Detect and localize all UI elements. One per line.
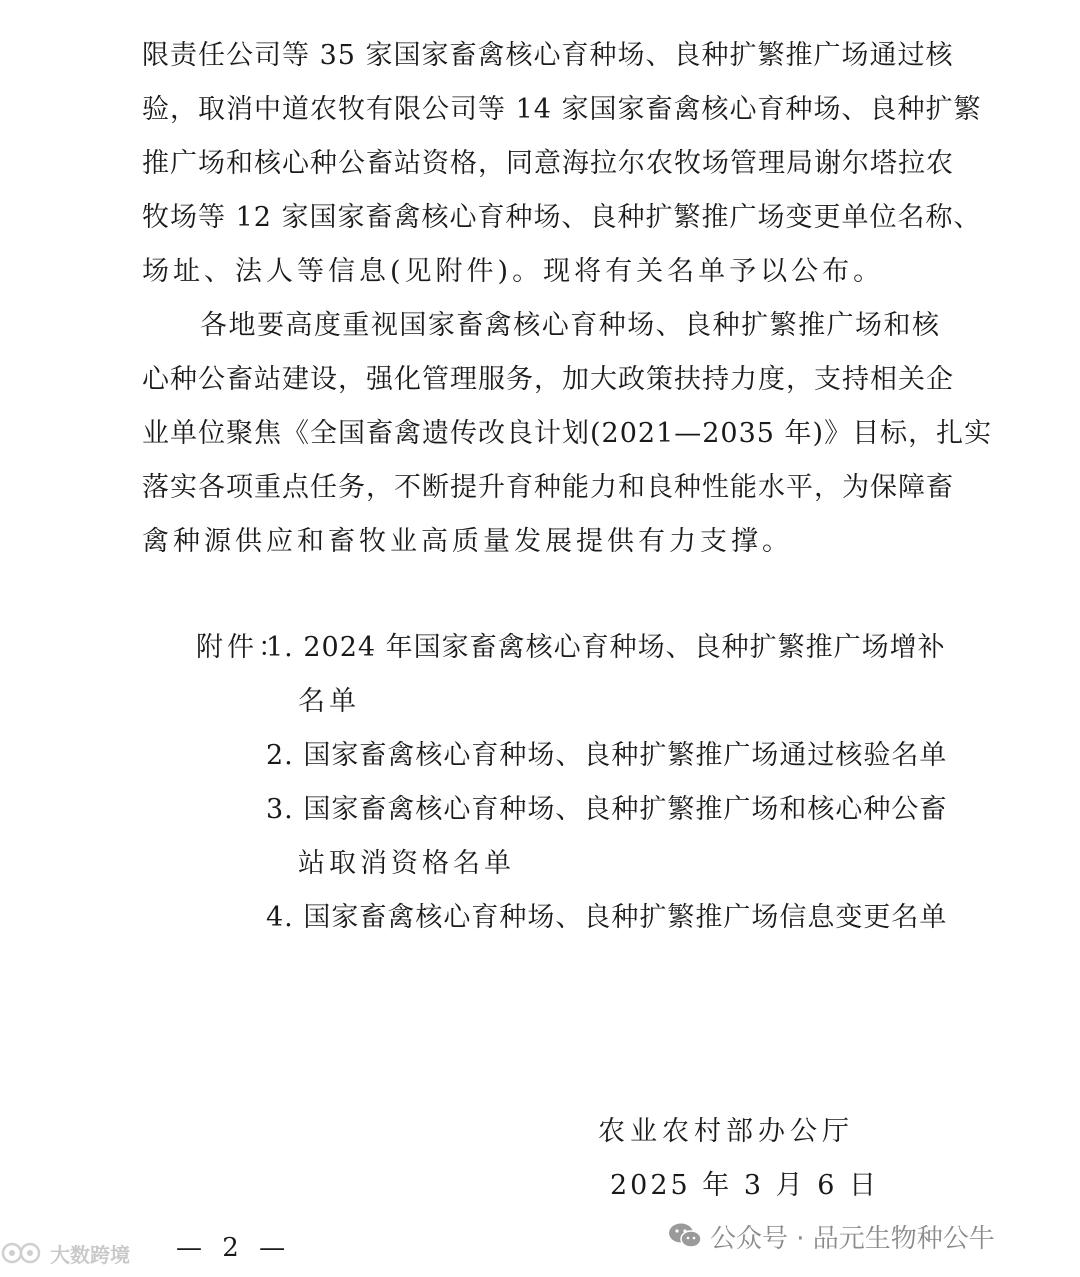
paragraph1-line-1: 限责任公司等 35 家国家畜禽核心育种场、良种扩繁推广场通过核	[142, 40, 954, 71]
wechat-icon	[668, 1222, 702, 1250]
paragraph2-line-2: 心种公畜站建设，强化管理服务，加大政策扶持力度，支持相关企	[142, 364, 954, 395]
attachment-item-4: 4. 国家畜禽核心育种场、良种扩繁推广场信息变更名单	[266, 902, 948, 933]
wechat-watermark	[668, 1216, 995, 1256]
wechat-watermark-text: 公众号 · 品元生物种公牛	[710, 1223, 995, 1254]
paragraph2-line-3: 业单位聚焦《全国畜禽遗传改良计划(2021—2035 年)》目标，扎实	[142, 418, 993, 449]
paragraph1-line-5: 场址、法人等信息(见附件)。现将有关名单予以公布。	[142, 256, 885, 287]
issue-date: 2025 年 3 月 6 日	[610, 1170, 879, 1201]
attachment-item-1: 1. 2024 年国家畜禽核心育种场、良种扩繁推广场增补	[266, 632, 946, 663]
weibo-icon	[0, 1240, 46, 1266]
weibo-watermark	[0, 1236, 130, 1270]
page-number: — 2 —	[176, 1233, 292, 1263]
issuer-name: 农业农村部办公厅	[598, 1116, 854, 1147]
weibo-watermark-text: 大数跨境	[50, 1242, 130, 1267]
attachment-item-3: 3. 国家畜禽核心育种场、良种扩繁推广场和核心种公畜	[266, 794, 948, 825]
paragraph2-line-5: 禽种源供应和畜牧业高质量发展提供有力支撑。	[142, 526, 793, 557]
attachment-item-3-continued: 站取消资格名单	[298, 848, 515, 879]
paragraph1-line-2: 验，取消中道农牧有限公司等 14 家国家畜禽核心育种场、良种扩繁	[142, 94, 982, 125]
attachment-item-2: 2. 国家畜禽核心育种场、良种扩繁推广场通过核验名单	[266, 740, 948, 771]
paragraph2-line-4: 落实各项重点任务，不断提升育种能力和良种性能水平，为保障畜	[142, 472, 954, 503]
paragraph1-line-4: 牧场等 12 家国家畜禽核心育种场、良种扩繁推广场变更单位名称、	[142, 202, 982, 233]
attachments-label: 附件：	[196, 632, 289, 663]
attachment-item-1-continued: 名单	[298, 686, 360, 717]
paragraph2-line-1: 各地要高度重视国家畜禽核心育种场、良种扩繁推广场和核	[200, 310, 940, 341]
paragraph1-line-3: 推广场和核心种公畜站资格，同意海拉尔农牧场管理局谢尔塔拉农	[142, 148, 954, 179]
